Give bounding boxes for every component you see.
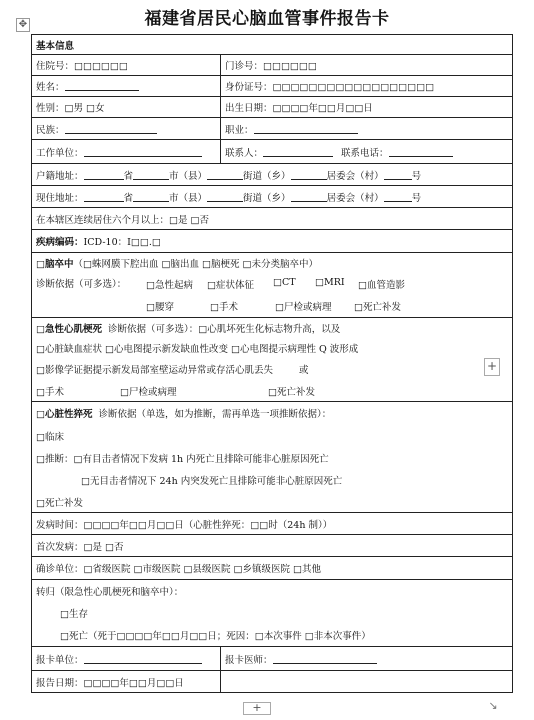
stroke-autopsy[interactable]: □尸检或病理 bbox=[275, 302, 332, 313]
table-move-handle-icon[interactable]: ✥ bbox=[16, 18, 30, 32]
mi-autopsy[interactable]: □尸检或病理 bbox=[120, 387, 177, 398]
name-label: 姓名： bbox=[36, 82, 65, 93]
table-resize-icon[interactable]: ↘ bbox=[488, 699, 498, 712]
residence-row bbox=[32, 208, 513, 230]
hukou-address-field[interactable] bbox=[32, 164, 421, 185]
mi-section bbox=[32, 318, 513, 402]
report-doctor-blank[interactable] bbox=[273, 654, 377, 664]
ethnic-occupation-row bbox=[32, 118, 513, 140]
scd-infer-witnessed[interactable]: □有目击者情况下发病 1h 内死亡且排除可能非心脏原因死亡 bbox=[73, 454, 329, 465]
hukou-address-label: 户籍地址： bbox=[36, 170, 84, 182]
committee-label: 居委会（村） bbox=[326, 192, 384, 204]
street-label: 街道（乡） bbox=[243, 170, 291, 182]
stroke-section bbox=[32, 253, 513, 318]
stroke-acute-onset[interactable]: □急性起病 bbox=[146, 280, 193, 291]
onset-time-field[interactable]: 发病时间：□□□□年□□月□□日（心脏性猝死：□□时（24h 制）） bbox=[36, 519, 333, 531]
number-label: 号 bbox=[411, 192, 422, 204]
id-number-field[interactable]: 身份证号：□□□□□□□□□□□□□□□□□□ bbox=[225, 82, 435, 93]
stroke-subtypes[interactable]: （□蛛网膜下腔出血 □脑出血 □脑梗死 □未分类脑卒中） bbox=[73, 259, 318, 270]
report-doctor-field[interactable] bbox=[221, 647, 377, 670]
confirm-unit-row bbox=[32, 557, 513, 580]
report-date-field[interactable]: 报告日期：□□□□年□□月□□日 bbox=[36, 677, 184, 689]
mi-surgery[interactable]: □手术 bbox=[36, 387, 64, 398]
disease-code-field[interactable] bbox=[32, 230, 161, 252]
ethnic-field[interactable] bbox=[32, 118, 157, 139]
phone-label: 联系电话： bbox=[341, 147, 389, 159]
add-row-icon[interactable]: + bbox=[243, 702, 271, 715]
hukou-address-row bbox=[32, 164, 513, 186]
current-address-field[interactable] bbox=[32, 186, 421, 207]
report-unit-label: 报卡单位： bbox=[36, 654, 84, 666]
occupation-blank[interactable] bbox=[254, 124, 358, 134]
report-doctor-label: 报卡医师： bbox=[225, 654, 273, 666]
basic-info-header: 基本信息 bbox=[36, 40, 75, 52]
ethnic-label: 民族： bbox=[36, 124, 65, 136]
current-address-label: 现住地址： bbox=[36, 192, 84, 204]
stroke-diag-label: 诊断依据（可多选）： bbox=[36, 279, 127, 290]
mi-ecg-options[interactable]: □心脏缺血症状 □心电图提示新发缺血性改变 □心电图提示病理性 Q 波形成 bbox=[36, 344, 359, 355]
onset-time-row bbox=[32, 513, 513, 535]
stroke-checkbox[interactable]: □脑卒中 bbox=[36, 259, 74, 270]
mi-death-supplement[interactable]: □死亡补发 bbox=[268, 387, 315, 398]
scd-infer-label[interactable]: □推断： bbox=[36, 454, 74, 465]
outcome-death[interactable]: □死亡（死于□□□□年□□月□□日；死因：□本次事件 □非本次事件） bbox=[60, 631, 371, 642]
stroke-surgery[interactable]: □手术 bbox=[210, 302, 238, 313]
contact-label: 联系人： bbox=[225, 147, 264, 159]
stroke-angiography[interactable]: □血管造影 bbox=[358, 280, 405, 291]
workplace-label: 工作单位： bbox=[36, 147, 84, 159]
first-onset-row bbox=[32, 535, 513, 557]
city-label: 市（县） bbox=[169, 192, 208, 204]
disease-code-label: 疾病编码： bbox=[36, 237, 84, 248]
outcome-survive[interactable]: □生存 bbox=[60, 609, 88, 620]
number-label: 号 bbox=[411, 170, 422, 182]
workplace-field[interactable] bbox=[32, 140, 202, 163]
report-unit-field[interactable] bbox=[32, 647, 202, 670]
current-address-row bbox=[32, 186, 513, 208]
occupation-field[interactable] bbox=[221, 118, 358, 139]
stroke-lumbar-puncture[interactable]: □腰穿 bbox=[146, 302, 174, 313]
confirm-unit-field[interactable]: 确诊单位：□省级医院 □市级医院 □县级医院 □乡镇级医院 □其他 bbox=[36, 564, 321, 575]
report-unit-row bbox=[32, 647, 513, 671]
scd-diag-criteria: 诊断依据（单选，如为推断，需再单选一项推断依据）： bbox=[98, 409, 332, 420]
first-onset-field[interactable]: 首次发病：□是 □否 bbox=[36, 541, 124, 553]
mi-diag-criteria[interactable]: 诊断依据（可多选）：□心肌坏死生化标志物升高，以及 bbox=[107, 324, 341, 335]
clinic-number-field[interactable]: 门诊号：□□□□□□ bbox=[225, 61, 317, 72]
scd-death-supplement[interactable]: □死亡补发 bbox=[36, 498, 83, 509]
hospital-number-field[interactable]: 住院号：□□□□□□ bbox=[36, 61, 128, 72]
add-column-icon[interactable]: + bbox=[484, 358, 500, 376]
workplace-contact-row bbox=[32, 140, 513, 164]
committee-label: 居委会（村） bbox=[326, 170, 384, 182]
name-id-row bbox=[32, 76, 513, 97]
stroke-ct[interactable]: □CT bbox=[273, 277, 296, 288]
occupation-label: 职业： bbox=[225, 124, 254, 136]
disease-code-row bbox=[32, 230, 513, 253]
dob-field[interactable]: 出生日期：□□□□年□□月□□日 bbox=[225, 103, 373, 114]
mi-or-label: 或 bbox=[298, 365, 309, 376]
page-title: 福建省居民心脑血管事件报告卡 bbox=[144, 9, 390, 29]
city-label: 市（县） bbox=[169, 170, 208, 182]
name-blank[interactable] bbox=[65, 81, 139, 91]
province-label: 省 bbox=[123, 192, 134, 204]
street-label: 街道（乡） bbox=[243, 192, 291, 204]
scd-clinical[interactable]: □临床 bbox=[36, 432, 64, 443]
phone-blank[interactable] bbox=[389, 147, 453, 157]
report-card-table bbox=[31, 34, 513, 693]
sex-dob-row bbox=[32, 97, 513, 118]
basic-info-header-row bbox=[32, 35, 513, 55]
scd-infer-unwitnessed[interactable]: □无目击者情况下 24h 内突发死亡且排除可能非心脏原因死亡 bbox=[81, 476, 343, 487]
stroke-mri[interactable]: □MRI bbox=[315, 277, 345, 288]
disease-code-value[interactable]: ICD-10：I□□.□ bbox=[83, 237, 161, 248]
mi-checkbox[interactable]: □急性心肌梗死 bbox=[36, 324, 102, 335]
record-number-row bbox=[32, 55, 513, 76]
report-date-row bbox=[32, 671, 513, 693]
outcome-section bbox=[32, 580, 513, 647]
mi-imaging-option[interactable]: □影像学证据提示新发局部室壁运动异常或存活心肌丢失 bbox=[36, 365, 273, 376]
contact-blank[interactable] bbox=[263, 147, 333, 157]
workplace-blank[interactable] bbox=[84, 147, 202, 157]
outcome-label: 转归（限急性心肌梗死和脑卒中）： bbox=[36, 587, 184, 598]
stroke-death-supplement[interactable]: □死亡补发 bbox=[354, 302, 401, 313]
name-field[interactable] bbox=[32, 76, 139, 96]
contact-field[interactable] bbox=[221, 140, 453, 163]
scd-checkbox[interactable]: □心脏性猝死 bbox=[36, 409, 93, 420]
residence-field[interactable]: 在本辖区连续居住六个月以上：□是 □否 bbox=[36, 214, 209, 226]
sex-field[interactable]: 性别：□男 □女 bbox=[36, 103, 105, 114]
report-unit-blank[interactable] bbox=[84, 654, 202, 664]
stroke-symptoms[interactable]: □症状体征 bbox=[207, 280, 254, 291]
scd-section bbox=[32, 402, 513, 513]
ethnic-blank[interactable] bbox=[65, 124, 157, 134]
province-label: 省 bbox=[123, 170, 134, 182]
